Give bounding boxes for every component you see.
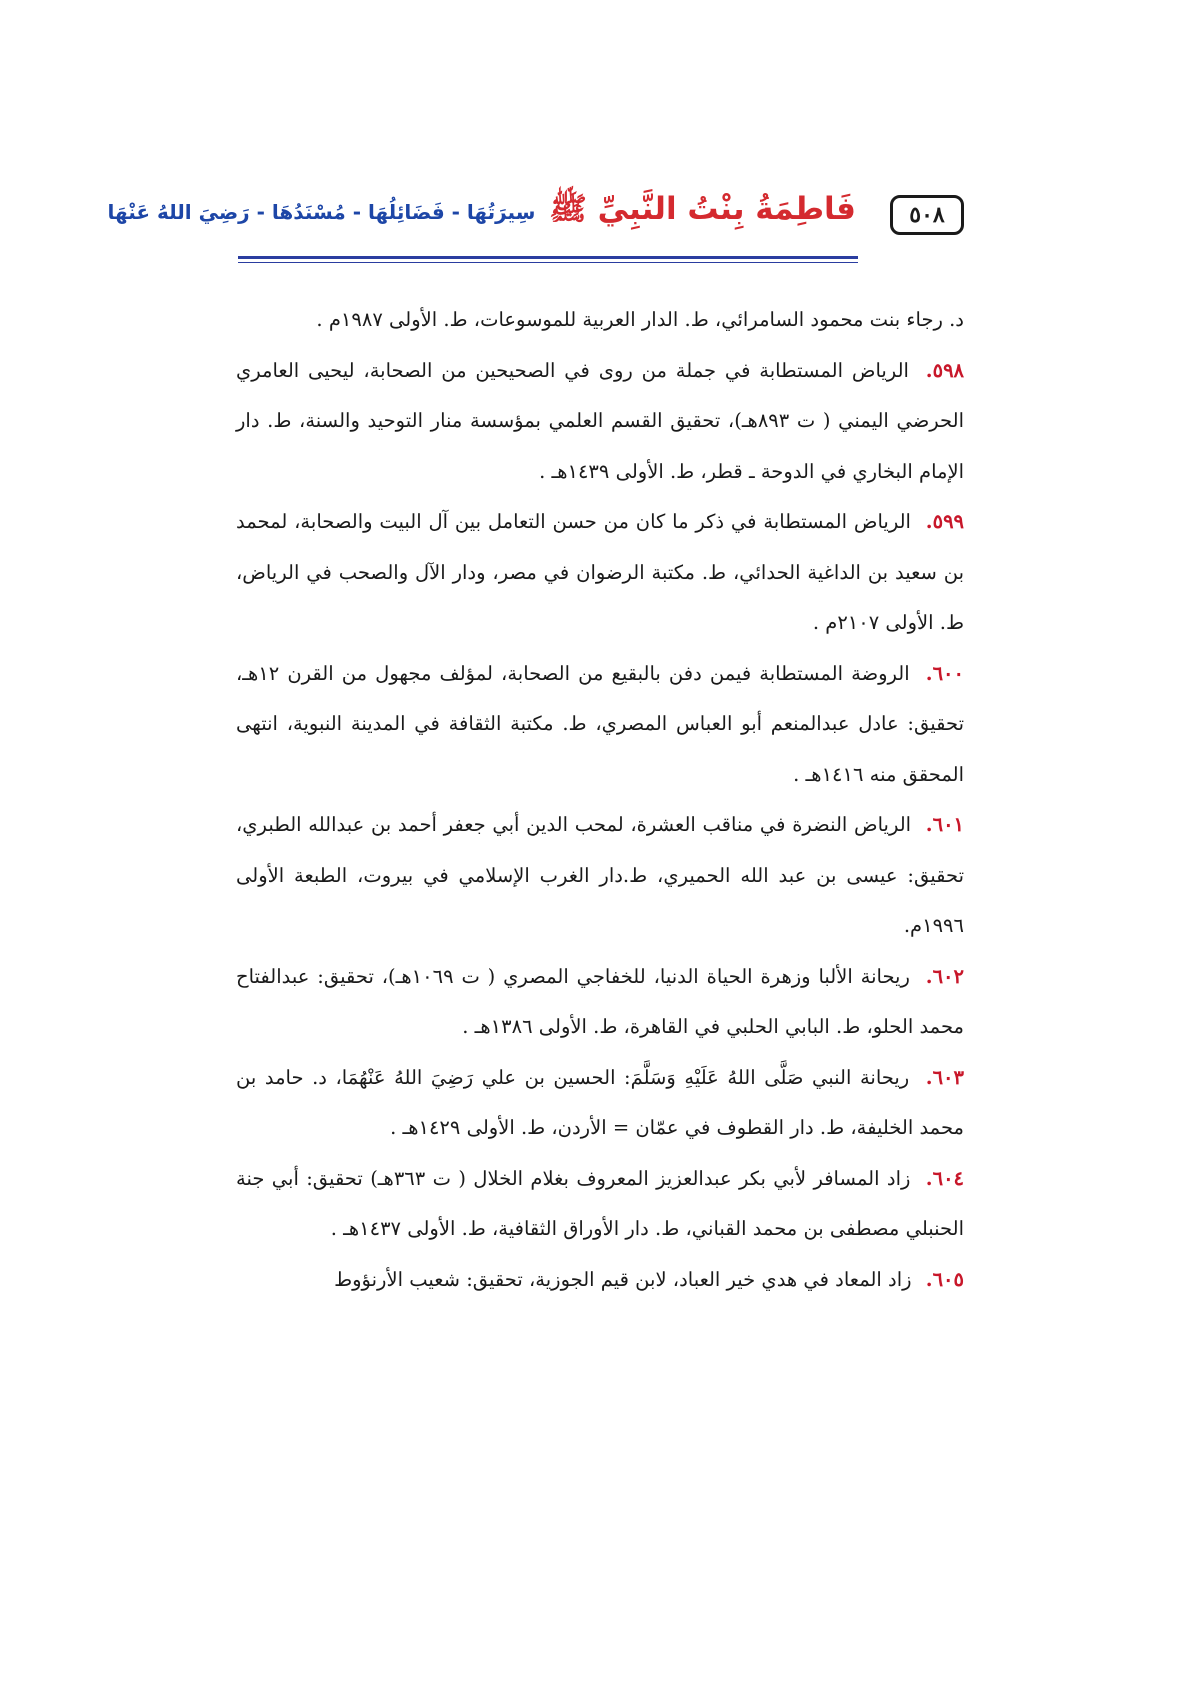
book-title-main: فَاطِمَةُ بِنْتُ النَّبِيِّ ﷺ [549, 190, 856, 227]
entry-text: ريحانة الألبا وزهرة الحياة الدنيا، للخفاجي المصري ( ت ١٠٦٩هـ)، تحقيق: عبدالفتاح محمد الحلو، ط. البابي الحلبي في القاهرة، ط. الأولى ١٣٨٦هـ . [236, 964, 964, 1038]
bibliography-entry [236, 1255, 964, 1306]
entry-text: الرياض النضرة في مناقب العشرة، لمحب الدين أبي جعفر أحمد بن عبدالله الطبري، تحقيق: عيسى بن عبد الله الحميري، ط.دار الغرب الإسلامي في بيروت، الطبعة الأولى ١٩٩٦م. [236, 813, 964, 937]
entry-number: ٥٩٩. [925, 510, 965, 533]
entry-text: الرياض المستطابة في ذكر ما كان من حسن التعامل بين آل البيت والصحابة، لمحمد بن سعيد بن الداغية الحدائي، ط. مكتبة الرضوان في مصر، ودار الآل والصحب في الرياض، ط. الأولى ٢١٠٧م . [236, 510, 964, 634]
entry-number: ٦٠٠. [925, 661, 964, 685]
entry-text: الروضة المستطابة فيمن دفن بالبقيع من الصحابة، لمؤلف مجهول من القرن ١٢هـ، تحقيق: عادل عبدالمنعم أبو العباس المصري، ط. مكتبة الثقافة في المدينة النبوية، انتهى المحقق منه ١٤١٦هـ . [236, 661, 964, 786]
bibliography-entry [236, 1154, 964, 1255]
bibliography-entry [236, 346, 964, 498]
entry-number: ٦٠٣. [925, 1065, 964, 1089]
entry-text: زاد المعاد في هدي خير العباد، لابن قيم الجوزية، تحقيق: شعيب الأرنؤوط [334, 1267, 912, 1291]
entry-number: ٦٠٤. [925, 1166, 965, 1190]
bibliography-entry [236, 497, 964, 649]
book-title-subtitle: سِيرَتُهَا - فَضَائِلُهَا - مُسْنَدُهَا - رَضِيَ اللهُ عَنْهَا [107, 200, 536, 224]
entry-number: ٦٠٢. [925, 964, 964, 988]
bibliography-entry [236, 800, 964, 952]
bibliography-content [236, 295, 964, 1305]
entry-number: ٥٩٨. [925, 358, 965, 382]
page-header [107, 185, 964, 245]
continuation-text: د. رجاء بنت محمود السامرائي، ط. الدار العربية للموسوعات، ط. الأولى ١٩٨٧م . [316, 308, 964, 331]
header-rule [238, 256, 858, 259]
entry-text: الرياض المستطابة في جملة من روى في الصحيحين من الصحابة، ليحيى العامري الحرضي اليمني ( ت ٨٩٣هـ)، تحقيق القسم العلمي بمؤسسة منار التوحيد والسنة، ط. دار الإمام البخاري في الدوحة ـ قطر، ط. الأولى ١٤٣٩هـ . [236, 358, 964, 483]
entry-text: زاد المسافر لأبي بكر عبدالعزيز المعروف بغلام الخلال ( ت ٣٦٣هـ) تحقيق: أبي جنة الحنبلي مصطفى بن محمد القباني، ط. دار الأوراق الثقافية، ط. الأولى ١٤٣٧هـ . [236, 1166, 964, 1240]
header-rule-thin [238, 262, 858, 263]
entry-number: ٦٠١. [925, 813, 965, 836]
entry-number: ٦٠٥. [925, 1267, 964, 1291]
page-number: ٥٠٨ [890, 195, 964, 235]
bibliography-entry [236, 649, 964, 801]
continuation-paragraph [236, 295, 964, 346]
entry-text: ريحانة النبي صَلَّى اللهُ عَلَيْهِ وَسَلَّمَ: الحسين بن علي رَضِيَ اللهُ عَنْهُمَا، د. حامد بن محمد الخليفة، ط. دار القطوف في عمّان = الأردن، ط. الأولى ١٤٢٩هـ . [236, 1065, 964, 1139]
book-title [107, 187, 856, 237]
bibliography-entry [236, 952, 964, 1053]
bibliography-entry [236, 1053, 964, 1154]
